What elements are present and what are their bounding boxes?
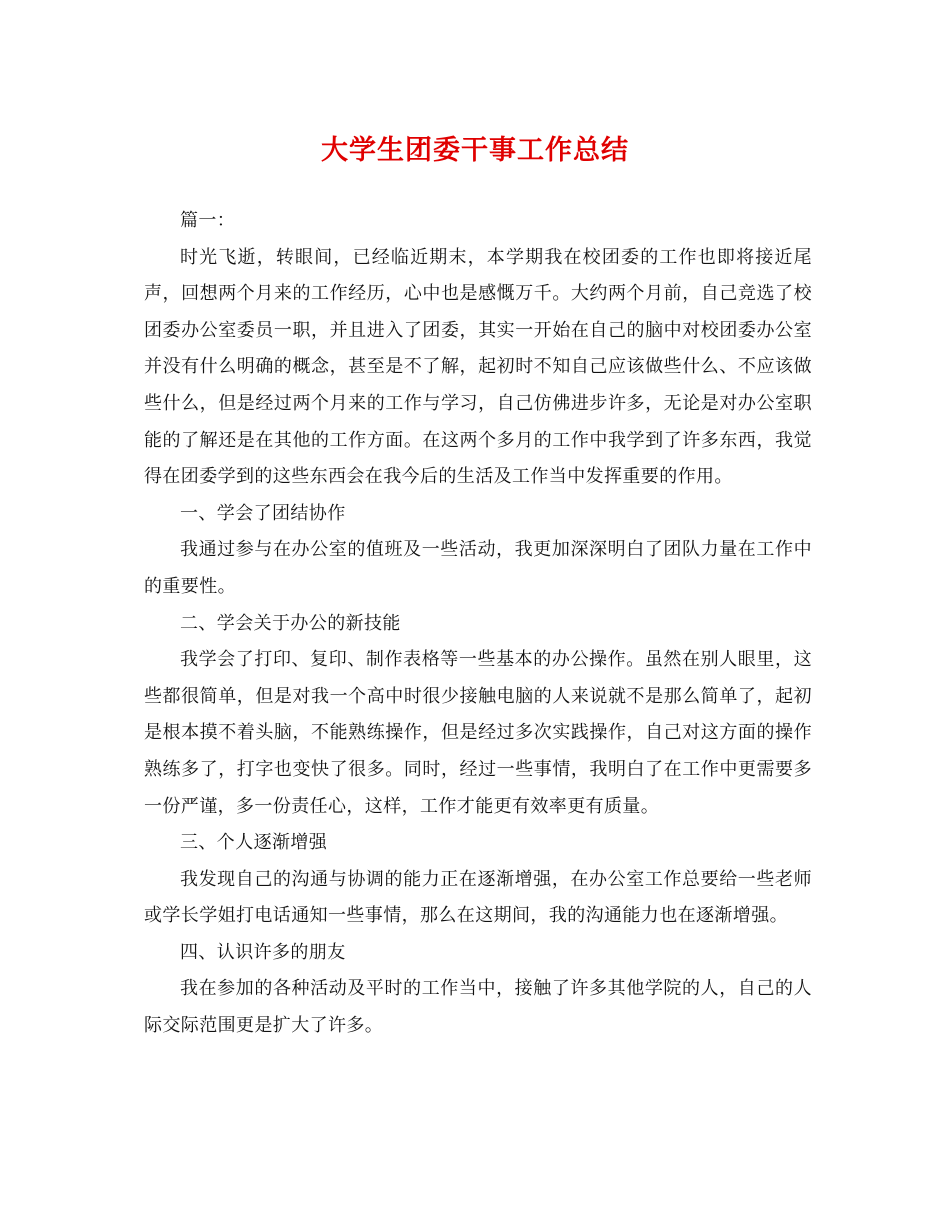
section-paragraph-3: 我发现自己的沟通与协调的能力正在逐渐增强，在办公室工作总要给一些老师或学长学姐打电话通知一些事情，那么在这期间，我的沟通能力也在逐渐增强。 — [144, 868, 812, 927]
section-paragraph-1: 我通过参与在办公室的值班及一些活动，我更加深深明白了团队力量在工作中的重要性。 — [144, 539, 812, 597]
section-paragraph-2: 我学会了打印、复印、制作表格等一些基本的办公操作。虽然在别人眼里，这些都很简单，但是对我一个高中时很少接触电脑的人来说就不是那么简单了，起初是根本摸不着头脑，不能熟练操作，但是经过多次实践操作，自己对这方面的操作熟练多了，打字也变快了很多。同时，经过一些事情，我明白了在工作中更需要多一份严谨，多一份责任心，这样，工作才能更有效率更有质量。 — [144, 649, 812, 817]
document-title: 大学生团委干事工作总结 — [321, 135, 629, 166]
section-paragraph-4: 我在参加的各种活动及平时的工作当中，接触了许多其他学院的人，自己的人际交际范围更是扩大了许多。 — [144, 978, 812, 1037]
document-body — [144, 203, 812, 1045]
section-heading-1: 一、学会了团结协作 — [180, 502, 346, 524]
part-label: 篇一： — [180, 210, 236, 231]
intro-paragraph: 时光飞逝，转眼间，已经临近期末，本学期我在校团委的工作也即将接近尾声，回想两个月来的工作经历，心中也是感慨万千。大约两个月前，自己竞选了校团委办公室委员一职，并且进入了团委，其实一开始在自己的脑中对校团委办公室并没有什么明确的概念，甚至是不了解，起初时不知自己应该做些什么、不应该做些什么，但是经过两个月来的工作与学习，自己仿佛进步许多，无论是对办公室职能的了解还是在其他的工作方面。在这两个多月的工作中我学到了许多东西，我觉得在团委学到的这些东西会在我今后的生活及工作当中发挥重要的作用。 — [144, 246, 812, 488]
section-heading-2: 二、学会关于办公的新技能 — [180, 612, 401, 634]
section-heading-4: 四、认识许多的朋友 — [180, 941, 346, 963]
section-heading-3: 三、个人逐渐增强 — [180, 832, 328, 854]
